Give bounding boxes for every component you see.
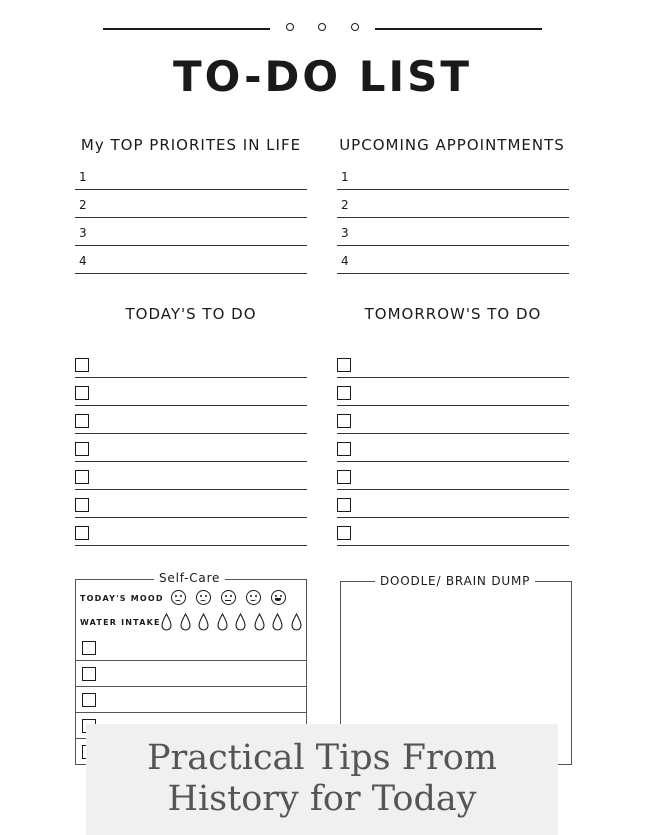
- water-drop-icon[interactable]: [291, 613, 302, 631]
- priorities-title: My TOP PRIORITES IN LIFE: [80, 136, 302, 154]
- today-task-row[interactable]: [75, 462, 307, 490]
- page-title: TO-DO LIST: [172, 52, 473, 101]
- row-number: 4: [79, 254, 87, 268]
- checkbox[interactable]: [337, 498, 351, 512]
- self-care-title: Self-Care: [154, 571, 225, 585]
- water-drop-icon[interactable]: [254, 613, 265, 631]
- appointment-row[interactable]: [337, 218, 569, 246]
- checkbox[interactable]: [337, 414, 351, 428]
- row-number: 4: [341, 254, 349, 268]
- checkbox[interactable]: [75, 358, 89, 372]
- checkbox[interactable]: [82, 667, 96, 681]
- header-dot-1: [286, 23, 294, 31]
- tomorrow-task-row[interactable]: [337, 434, 569, 462]
- very-sad-face-icon[interactable]: [171, 590, 186, 605]
- caption-overlay: [86, 724, 558, 835]
- checkbox[interactable]: [75, 498, 89, 512]
- priority-row[interactable]: [75, 162, 307, 190]
- tomorrow-task-row[interactable]: [337, 518, 569, 546]
- today-task-row[interactable]: [75, 518, 307, 546]
- today-task-row[interactable]: [75, 406, 307, 434]
- water-drop-icon[interactable]: [161, 613, 172, 631]
- tomorrow-task-row[interactable]: [337, 378, 569, 406]
- checkbox[interactable]: [75, 442, 89, 456]
- happy-face-icon[interactable]: [246, 590, 261, 605]
- today-task-row[interactable]: [75, 378, 307, 406]
- checkbox[interactable]: [337, 470, 351, 484]
- tomorrow-task-row[interactable]: [337, 490, 569, 518]
- tomorrow-task-row[interactable]: [337, 350, 569, 378]
- water-drop-icon[interactable]: [217, 613, 228, 631]
- water-drop-icon[interactable]: [198, 613, 209, 631]
- checkbox[interactable]: [337, 358, 351, 372]
- appointment-row[interactable]: [337, 246, 569, 274]
- today-title: TODAY'S TO DO: [125, 305, 257, 323]
- header-dot-2: [318, 23, 326, 31]
- checkbox[interactable]: [75, 470, 89, 484]
- self-care-row[interactable]: [76, 687, 306, 713]
- priority-row[interactable]: [75, 190, 307, 218]
- neutral-face-icon[interactable]: [221, 590, 236, 605]
- today-task-row[interactable]: [75, 350, 307, 378]
- sad-face-icon[interactable]: [196, 590, 211, 605]
- header-dot-3: [351, 23, 359, 31]
- caption-line-2: History for Today: [167, 779, 477, 819]
- checkbox[interactable]: [337, 526, 351, 540]
- checkbox[interactable]: [75, 414, 89, 428]
- row-number: 1: [79, 170, 87, 184]
- doodle-title: DOODLE/ BRAIN DUMP: [375, 574, 535, 588]
- self-care-row[interactable]: [76, 635, 306, 661]
- row-number: 1: [341, 170, 349, 184]
- priority-row[interactable]: [75, 218, 307, 246]
- very-happy-face-icon[interactable]: [271, 590, 286, 605]
- row-number: 2: [341, 198, 349, 212]
- today-task-row[interactable]: [75, 490, 307, 518]
- appointments-title: UPCOMING APPOINTMENTS: [339, 136, 565, 154]
- mood-label: TODAY'S MOOD: [80, 594, 164, 603]
- self-care-row[interactable]: [76, 661, 306, 687]
- water-drop-icon[interactable]: [235, 613, 246, 631]
- checkbox[interactable]: [337, 386, 351, 400]
- checkbox[interactable]: [75, 386, 89, 400]
- row-number: 3: [341, 226, 349, 240]
- today-task-row[interactable]: [75, 434, 307, 462]
- row-number: 3: [79, 226, 87, 240]
- appointment-row[interactable]: [337, 162, 569, 190]
- priority-row[interactable]: [75, 246, 307, 274]
- checkbox[interactable]: [82, 641, 96, 655]
- appointment-row[interactable]: [337, 190, 569, 218]
- caption-line-1: Practical Tips From: [146, 738, 498, 778]
- water-drop-icon[interactable]: [180, 613, 191, 631]
- header-rule-right: [375, 28, 542, 30]
- row-number: 2: [79, 198, 87, 212]
- tomorrow-title: TOMORROW'S TO DO: [364, 305, 542, 323]
- water-drop-icon[interactable]: [272, 613, 283, 631]
- header-rule-left: [103, 28, 270, 30]
- checkbox[interactable]: [337, 442, 351, 456]
- checkbox[interactable]: [82, 693, 96, 707]
- water-label: WATER INTAKE: [80, 618, 161, 627]
- tomorrow-task-row[interactable]: [337, 462, 569, 490]
- checkbox[interactable]: [75, 526, 89, 540]
- tomorrow-task-row[interactable]: [337, 406, 569, 434]
